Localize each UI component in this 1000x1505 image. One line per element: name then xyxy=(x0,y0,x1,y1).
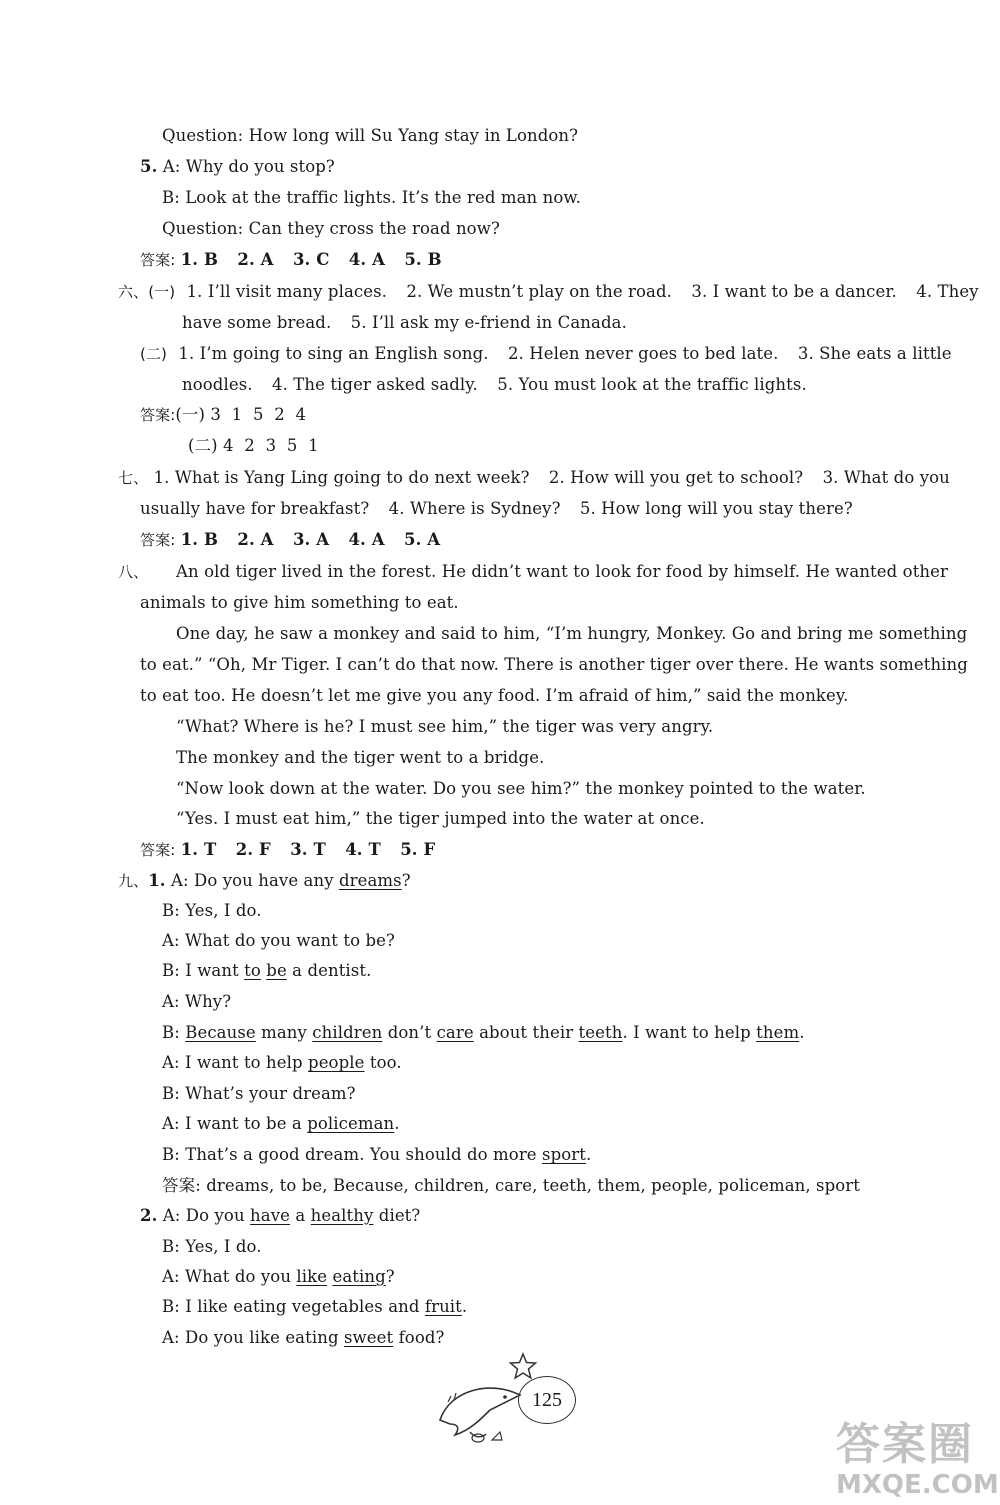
section-6-line xyxy=(182,312,627,334)
dialog-line: B: Yes, I do. xyxy=(162,901,262,920)
answer-label: 答案: xyxy=(140,406,176,424)
dialog-line xyxy=(140,156,335,178)
blank-answer: sport xyxy=(542,1145,586,1164)
section-marker: 七、 xyxy=(118,469,149,487)
text: 3. What do you xyxy=(822,468,950,487)
section-7-line xyxy=(118,467,950,489)
text: a dentist. xyxy=(286,961,372,980)
text: ? xyxy=(401,871,411,890)
dialog-line xyxy=(118,870,411,892)
text: A: Do you xyxy=(157,1206,251,1225)
text: . I want to help xyxy=(622,1023,757,1042)
answer-label: 答案: xyxy=(140,531,176,549)
blank-answer: dreams xyxy=(338,871,402,890)
blank-answer: eating xyxy=(332,1267,386,1286)
text: 3. I want to be a dancer. xyxy=(691,282,897,301)
text: noodles. xyxy=(182,375,253,394)
blank-answer: sweet xyxy=(343,1328,394,1347)
text: A: Why do you stop? xyxy=(157,157,335,176)
text: 5. I’ll ask my e-friend in Canada. xyxy=(350,313,627,332)
answer-line xyxy=(188,435,319,457)
text: A: Do you have any xyxy=(165,871,339,890)
item-number: 5. xyxy=(140,157,158,176)
dialog-line: B: What’s your dream? xyxy=(162,1084,356,1103)
story-line: An old tiger lived in the forest. He didn’t want to look for food by himself. He wanted other xyxy=(176,562,949,581)
answer-item: 4. T xyxy=(345,840,381,859)
text: too. xyxy=(364,1053,402,1072)
answer-line xyxy=(140,404,306,426)
blank-answer: to xyxy=(244,961,261,980)
answer-line: 答案: dreams, to be, Because, children, care, teeth, them, people, policeman, sport xyxy=(162,1176,861,1195)
blank-answer: have xyxy=(250,1206,290,1225)
answer-sequence: (二) 4 2 3 5 1 xyxy=(188,436,319,455)
answer-item: 2. F xyxy=(235,840,271,859)
section-marker: 九、 xyxy=(118,872,149,890)
story-line: “What? Where is he? I must see him,” the tiger was very angry. xyxy=(176,717,714,736)
answer-line xyxy=(140,839,435,861)
section-6-line xyxy=(182,374,807,396)
text: food? xyxy=(393,1328,445,1347)
answer-line xyxy=(140,529,440,551)
text: B: Look at the traffic lights. It’s the red man now. xyxy=(162,188,581,207)
text: 4. Where is Sydney? xyxy=(388,499,561,518)
story-line: “Yes. I must eat him,” the tiger jumped into the water at once. xyxy=(176,809,705,828)
text: ? xyxy=(385,1267,395,1286)
story-line: One day, he saw a monkey and said to him, “I’m hungry, Monkey. Go and bring me something xyxy=(176,624,968,643)
answer-label: 答案: xyxy=(140,251,176,269)
answer-item: 5. A xyxy=(404,530,441,549)
text: 2. Helen never goes to bed late. xyxy=(507,344,779,363)
blank-answer: them xyxy=(756,1023,800,1042)
blank-answer: fruit xyxy=(424,1297,462,1316)
section-7-line xyxy=(140,498,853,520)
section-marker: (二) xyxy=(140,345,168,363)
answer-item: 2. A xyxy=(237,530,274,549)
text: 5. You must look at the traffic lights. xyxy=(497,375,807,394)
answer-item: 5. F xyxy=(400,840,436,859)
dialog-line xyxy=(140,1205,420,1227)
text: 1. What is Yang Ling going to do next week? xyxy=(153,468,530,487)
item-number: 2. xyxy=(140,1206,158,1225)
section-6-line xyxy=(140,343,952,365)
dialog-line xyxy=(162,187,581,209)
question-line xyxy=(162,125,578,147)
text: A: What do you xyxy=(162,1267,297,1286)
dialog-line: A: Why? xyxy=(162,992,232,1011)
answer-line xyxy=(140,249,442,271)
text: B: I want xyxy=(162,961,245,980)
section-marker: 六、(一) xyxy=(118,283,176,301)
answer-label: 答案: xyxy=(140,841,176,859)
text: . xyxy=(799,1023,805,1042)
story-line: The monkey and the tiger went to a bridge. xyxy=(176,748,545,767)
story-line: to eat too. He doesn’t let me give you any food. I’m afraid of him,” said the monkey. xyxy=(140,686,849,705)
text: B: I like eating vegetables and xyxy=(162,1297,425,1316)
blank-answer: like xyxy=(296,1267,328,1286)
section-marker: 八、 xyxy=(118,563,149,581)
dialog-line xyxy=(162,1296,467,1318)
text: A: I want to be a xyxy=(162,1114,308,1133)
text: 3. She eats a little xyxy=(797,344,952,363)
answer-item: 1. T xyxy=(180,840,217,859)
answer-item: 5. B xyxy=(404,250,442,269)
blank-answer: teeth xyxy=(578,1023,623,1042)
answer-item: 3. A xyxy=(292,530,330,549)
answer-item: 3. T xyxy=(290,840,326,859)
blank-answer: people xyxy=(308,1053,365,1072)
story-line: animals to give him something to eat. xyxy=(140,593,459,612)
text: . xyxy=(586,1145,592,1164)
watermark-url: MXQE.COM xyxy=(836,1470,999,1500)
text: diet? xyxy=(373,1206,421,1225)
star-icon xyxy=(508,1352,538,1380)
dialog-line xyxy=(162,1052,402,1074)
dialog-line xyxy=(162,1327,444,1349)
text: 1. I’m going to sing an English song. xyxy=(178,344,489,363)
story-line: “Now look down at the water. Do you see him?” the monkey pointed to the water. xyxy=(176,779,866,798)
dialog-line: A: What do you want to be? xyxy=(162,931,395,950)
blank-answer: care xyxy=(436,1023,474,1042)
question-line xyxy=(162,218,500,240)
item-number: 1. xyxy=(148,871,166,890)
text: 2. We mustn’t play on the road. xyxy=(406,282,672,301)
dialog-line xyxy=(162,1022,805,1044)
blank-answer: Because xyxy=(185,1023,256,1042)
text: 2. How will you get to school? xyxy=(548,468,804,487)
text: 4. The tiger asked sadly. xyxy=(271,375,478,394)
watermark xyxy=(836,1420,999,1500)
dialog-line xyxy=(162,1113,400,1135)
dialog-line xyxy=(162,960,371,982)
text: have some bread. xyxy=(182,313,332,332)
text: A: Do you like eating xyxy=(162,1328,344,1347)
dialog-line xyxy=(162,1266,395,1288)
text: many xyxy=(255,1023,313,1042)
section-6-line xyxy=(118,281,979,303)
dialog-line: B: Yes, I do. xyxy=(162,1237,262,1256)
answer-item: 3. C xyxy=(292,250,330,269)
blank-answer: children xyxy=(312,1023,383,1042)
text: 1. I’ll visit many places. xyxy=(186,282,388,301)
answer-item: 2. A xyxy=(237,250,274,269)
answer-item: 4. A xyxy=(348,530,385,549)
watermark-text: 答案圈 xyxy=(836,1419,974,1470)
text: 5. How long will you stay there? xyxy=(579,499,853,518)
text: . xyxy=(461,1297,468,1316)
blank-answer: be xyxy=(266,961,287,980)
text: B: That’s a good dream. You should do more xyxy=(162,1145,543,1164)
blank-answer: healthy xyxy=(310,1206,374,1225)
answer-sequence: (一) 3 1 5 2 4 xyxy=(175,405,307,424)
text: A: I want to help xyxy=(162,1053,309,1072)
text: a xyxy=(290,1206,311,1225)
story-line: to eat.” “Oh, Mr Tiger. I can’t do that now. There is another tiger over there. He wants something xyxy=(140,655,968,674)
text: don’t xyxy=(382,1023,437,1042)
text: usually have for breakfast? xyxy=(140,499,370,518)
answer-item: 1. B xyxy=(180,530,219,549)
text: about their xyxy=(473,1023,579,1042)
blank-answer: policeman xyxy=(307,1114,395,1133)
text: 4. They xyxy=(916,282,979,301)
answer-item: 1. B xyxy=(180,250,219,269)
answer-item: 4. A xyxy=(348,250,385,269)
text: B: xyxy=(162,1023,186,1042)
dialog-line xyxy=(162,1144,591,1166)
page-number: 125 xyxy=(518,1376,576,1424)
text: . xyxy=(394,1114,400,1133)
text: Question: Can they cross the road now? xyxy=(162,219,500,238)
text: Question: How long will Su Yang stay in London? xyxy=(162,126,579,145)
